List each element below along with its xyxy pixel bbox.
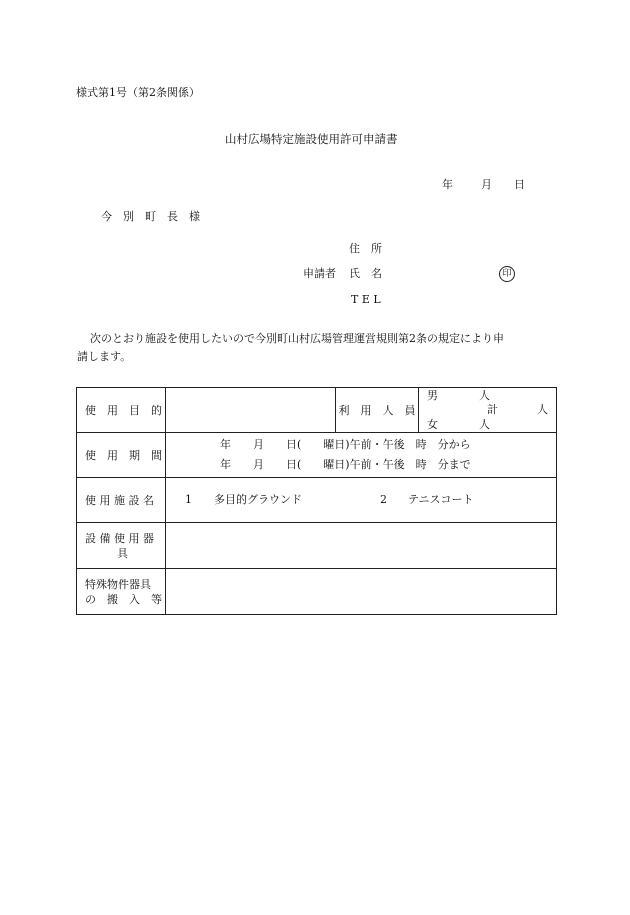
total-unit: 人 — [537, 403, 548, 416]
facility-option-1[interactable]: 多目的グラウンド — [214, 493, 302, 506]
facility-label-cell — [77, 478, 166, 523]
special-items-label-line1: 特殊物件器具 — [85, 577, 151, 591]
facility-options-cell[interactable] — [166, 478, 557, 523]
purpose-label: 使 用 目 的 — [85, 403, 162, 417]
special-items-label-line2: の 搬 入 等 — [85, 592, 162, 606]
total-label: 計 — [487, 403, 498, 416]
table-row-facility — [77, 478, 557, 523]
date-month-label: 月 — [481, 178, 492, 191]
male-label: 男 — [427, 389, 438, 402]
male-unit: 人 — [479, 389, 490, 402]
application-form-table — [76, 387, 557, 615]
special-items-label-cell — [77, 569, 166, 615]
special-items-input-cell[interactable] — [166, 569, 557, 615]
table-row-period — [77, 433, 557, 478]
body-text-line1: 次のとおり施設を使用したいので今別町山村広場管理運営規則第2条の規定により申 — [90, 332, 504, 345]
date-year-label: 年 — [442, 178, 453, 191]
users-count-cell[interactable] — [419, 388, 557, 433]
table-row-special-items — [77, 569, 557, 615]
equipment-label-cell — [77, 523, 166, 569]
body-text-line2: 請します。 — [77, 350, 132, 363]
period-input-cell[interactable] — [166, 433, 557, 478]
facility-option-1-number: 1 — [185, 493, 192, 506]
period-to-line: 年 月 日( 曜日)午前・午後 時 分まで — [220, 458, 471, 471]
addressee: 今 別 町 長 様 — [101, 210, 200, 223]
female-unit: 人 — [479, 418, 490, 431]
female-label: 女 — [427, 418, 438, 431]
seal-icon: 印 — [499, 266, 515, 282]
date-day-label: 日 — [514, 178, 525, 191]
users-label-cell — [336, 388, 419, 433]
document-title: 山村広場特定施設使用許可申請書 — [225, 132, 398, 146]
address-label: 住 所 — [349, 242, 382, 255]
period-label-cell — [77, 433, 166, 478]
period-label: 使 用 期 間 — [85, 448, 162, 462]
equipment-label-line1: 設 備 使 用 器 — [85, 531, 154, 545]
purpose-label-cell — [77, 388, 166, 433]
table-row-purpose — [77, 388, 557, 433]
facility-option-2[interactable]: テニスコート — [408, 493, 474, 506]
form-number: 様式第1号（第2条関係） — [76, 86, 200, 99]
users-label: 利 用 人 員 — [338, 403, 416, 417]
seal-mark — [499, 266, 515, 282]
table-row-equipment — [77, 523, 557, 569]
facility-option-2-number: 2 — [380, 493, 387, 506]
facility-label: 使 用 施 設 名 — [85, 493, 154, 507]
tel-label: T E L — [351, 293, 381, 306]
equipment-label-line2: 具 — [117, 546, 128, 560]
purpose-input-cell[interactable] — [166, 388, 336, 433]
period-from-line: 年 月 日( 曜日)午前・午後 時 分から — [220, 438, 471, 451]
applicant-label: 申請者 — [303, 267, 336, 280]
equipment-input-cell[interactable] — [166, 523, 557, 569]
name-label: 氏 名 — [349, 267, 382, 280]
